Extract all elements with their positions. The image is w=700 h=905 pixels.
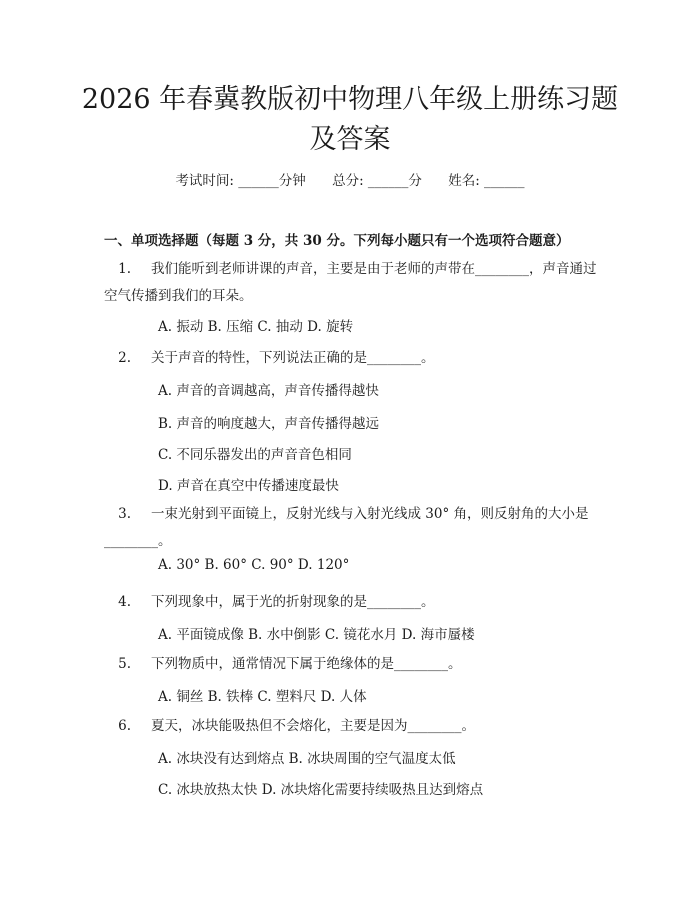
question-1-options: A. 振动 B. 压缩 C. 抽动 D. 旋转 [158, 319, 354, 335]
question-number: 4. [118, 594, 131, 610]
question-5-options: A. 铜丝 B. 铁棒 C. 塑料尺 D. 人体 [158, 689, 367, 705]
exam-time: 考试时间: ______分钟 [175, 173, 306, 189]
question-number: 1. [118, 261, 131, 277]
question-text: 一束光射到平面镜上，反射光线与入射光线成 30° 角，则反射角的大小是________。 [104, 506, 589, 549]
question-6 [104, 713, 604, 740]
question-6-option-cd: C. 冰块放热太快 D. 冰块熔化需要持续吸热且达到熔点 [158, 782, 484, 798]
question-number: 6. [118, 718, 131, 734]
question-2-option-d: D. 声音在真空中传播速度最快 [158, 478, 339, 494]
exam-info [0, 169, 700, 189]
exam-name: 姓名: ______ [448, 173, 525, 189]
question-2-option-b: B. 声音的响度越大，声音传播得越远 [158, 416, 380, 432]
question-2-option-a: A. 声音的音调越高，声音传播得越快 [158, 383, 379, 399]
question-4-options: A. 平面镜成像 B. 水中倒影 C. 镜花水月 D. 海市蜃楼 [158, 627, 475, 643]
question-2 [104, 345, 604, 372]
question-number: 2. [118, 350, 131, 366]
question-2-option-c: C. 不同乐器发出的声音音色相同 [158, 447, 352, 463]
section-heading: 一、单项选择题（每题 3 分，共 30 分。下列每小题只有一个选项符合题意） [104, 233, 570, 249]
question-text: 下列物质中，通常情况下属于绝缘体的是________。 [151, 656, 462, 672]
exam-score: 总分: ______分 [332, 173, 422, 189]
title-line-2: 及答案 [309, 124, 391, 155]
page-title [0, 80, 700, 160]
question-number: 3. [118, 506, 131, 522]
question-text: 关于声音的特性，下列说法正确的是________。 [151, 350, 435, 366]
question-3 [104, 501, 604, 555]
question-text: 我们能听到老师讲课的声音，主要是由于老师的声带在________，声音通过空气传播到我们的耳朵。 [104, 261, 597, 304]
question-1 [104, 256, 604, 310]
question-number: 5. [118, 656, 131, 672]
question-3-options: A. 30° B. 60° C. 90° D. 120° [158, 557, 350, 573]
question-text: 下列现象中，属于光的折射现象的是________。 [151, 594, 435, 610]
question-4 [104, 589, 604, 616]
question-6-option-ab: A. 冰块没有达到熔点 B. 冰块周围的空气温度太低 [158, 751, 456, 767]
question-5 [104, 651, 604, 678]
title-line-1: 2026 年春冀教版初中物理八年级上册练习题 [81, 84, 619, 115]
question-text: 夏天，冰块能吸热但不会熔化，主要是因为________。 [151, 718, 475, 734]
